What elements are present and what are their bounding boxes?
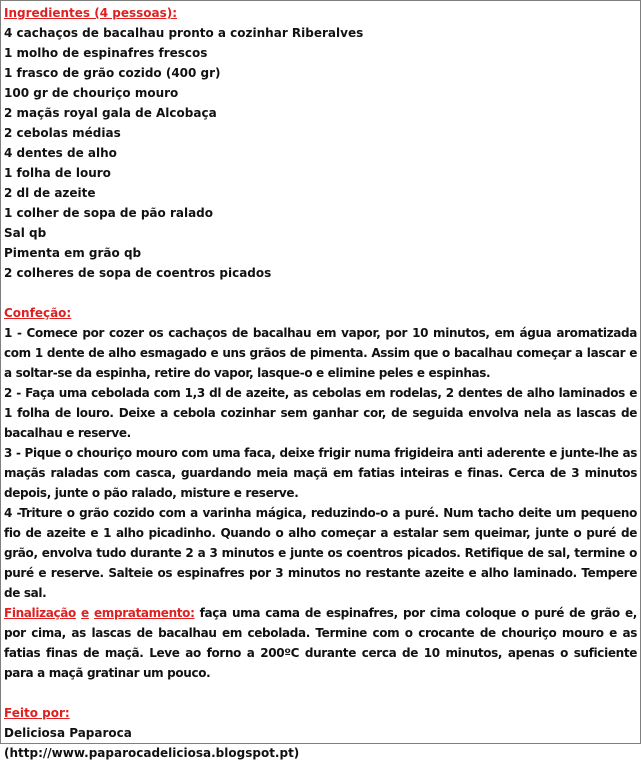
finishing-label: Finalização <box>4 606 76 620</box>
preparation-heading: Confeção: <box>4 306 72 320</box>
finishing-label-and: e <box>81 606 89 620</box>
ingredient-item: 2 cebolas médias <box>4 126 121 140</box>
ingredient-item: 1 frasco de grão cozido (400 gr) <box>4 66 221 80</box>
ingredients-list <box>4 23 637 283</box>
preparation-step: 2 - Faça uma cebolada com 1,3 dl de azeite, as cebolas em rodelas, 2 dentes de alho laminados e 1 folha de louro. Deixe a cebola cozinhar sem ganhar cor, de seguida envolva nela as lascas de bacalhau e reserve. <box>4 386 637 440</box>
ingredient-item: 4 cachaços de bacalhau pronto a cozinhar Riberalves <box>4 26 364 40</box>
credits-author: Deliciosa Paparoca <box>4 726 132 740</box>
ingredient-item: 1 molho de espinafres frescos <box>4 46 208 60</box>
ingredient-item: 2 colheres de sopa de coentros picados <box>4 266 272 280</box>
preparation-steps <box>4 323 637 603</box>
ingredient-item: 100 gr de chouriço mouro <box>4 86 179 100</box>
spacer <box>4 683 637 703</box>
preparation-step: 4 -Triture o grão cozido com a varinha mágica, reduzindo-o a puré. Num tacho deite um pequeno fio de azeite e 1 alho picadinho. Quando o alho começar a estalar sem queimar, junte o puré de grão, envolva tudo durante 2 a 3 minutos e junte os coentros picados. Retifique de sal, termine o puré e reserve. Salteie os espinafres por 3 minutos no restante azeite e alho laminado. Tempere de sal. <box>4 506 637 600</box>
plating-label: empratamento: <box>94 606 195 620</box>
finishing-paragraph <box>4 603 637 683</box>
finishing-text: faça uma cama de espinafres, por cima coloque o puré de grão e, por cima, as lascas de bacalhau em cebolada. Termine com o crocante de chouriço mouro e as fatias finas de maçã. Leve ao forno a 200ºC durante cerca de 10 minutos, apenas o suficiente para a maçã gratinar um pouco. <box>4 606 637 680</box>
ingredient-item: 4 dentes de alho <box>4 146 117 160</box>
ingredient-item: 1 colher de sopa de pão ralado <box>4 206 214 220</box>
preparation-step: 1 - Comece por cozer os cachaços de bacalhau em vapor, por 10 minutos, em água aromatizada com 1 dente de alho esmagado e uns grãos de pimenta. Assim que o bacalhau começar a lascar e a soltar-se da espinha, retire do vapor, lasque-o e elimine peles e espinhas. <box>4 326 637 380</box>
credits-heading: Feito por: <box>4 706 70 720</box>
ingredient-item: 2 maçãs royal gala de Alcobaça <box>4 106 217 120</box>
credits-url: (http://www.paparocadeliciosa.blogspot.pt) <box>4 746 300 760</box>
preparation-step: 3 - Pique o chouriço mouro com uma faca, deixe frigir numa frigideira anti aderente e junte-lhe as maçãs raladas com casca, guardando meia maçã em fatias inteiras e finas. Cerca de 3 minutos depois, junte o pão ralado, misture e reserve. <box>4 446 637 500</box>
ingredient-item: Pimenta em grão qb <box>4 246 142 260</box>
ingredients-heading: Ingredientes (4 pessoas): <box>4 6 178 20</box>
ingredient-item: 2 dl de azeite <box>4 186 96 200</box>
ingredient-item: 1 folha de louro <box>4 166 111 180</box>
ingredient-item: Sal qb <box>4 226 47 240</box>
spacer <box>4 283 637 303</box>
